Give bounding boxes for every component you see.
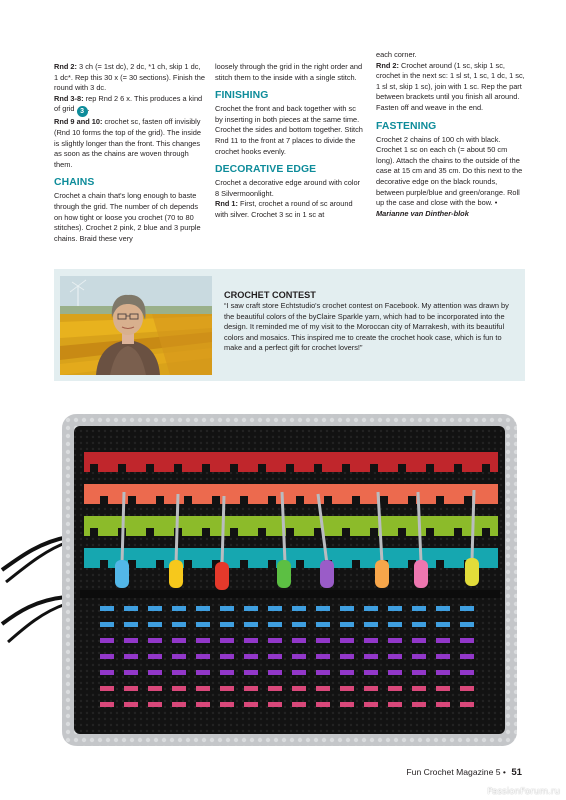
rnd2-paragraph [54, 62, 206, 94]
chains-heading: CHAINS [54, 177, 95, 189]
step-number-badge: 3 [77, 106, 88, 117]
col3-intro-text: each corner. [376, 50, 417, 59]
col2-intro-text: loosely through the grid in the right order and stitch them to the inside with a single stitch. [215, 62, 363, 82]
column-1 [54, 62, 206, 244]
crochet-hook-case-photo [0, 392, 566, 772]
contest-quote: “I saw craft store Echtstudio's crochet contest on Facebook. My attention was drawn by the beautiful colors of the byClaire Sparkle yarn, which had to be incorporated into the design. It reminded me of my visit to the Moroccan city of Marrakesh, with its beautiful colors and mosaics. This inspired me to create the crochet hook case, which is fun to make and a perfect gift for crochet lovers!” [224, 301, 509, 353]
rnd2-label: Rnd 2: [54, 62, 77, 71]
watermark: PassionForum.ru [487, 787, 560, 797]
footer-bullet: • [502, 767, 506, 777]
designer-photo [60, 276, 212, 375]
column-3 [376, 50, 526, 219]
chains-text: Crochet a chain that's long enough to baste through the grid. The number of ch depends on how tight or loose you crochet (70 to 80 stitches). Crochet 2 pink, 2 blue and 3 purple chains. Braid these very [54, 191, 201, 243]
column-2 [215, 62, 365, 221]
author-name: Marianne van Dinther-blok [376, 208, 469, 218]
fastening-heading: FASTENING [376, 120, 437, 132]
rnd38-text: rep Rnd 2 6 x. This produces a kind of grid [54, 93, 203, 114]
finishing-heading: FINISHING [215, 90, 269, 102]
rnd910-paragraph [54, 117, 206, 170]
rnd38-end: . [87, 104, 90, 114]
col3-rnd2-label: Rnd 2: [376, 60, 399, 70]
magazine-name: Fun Crochet Magazine 5 [406, 767, 501, 777]
rnd38-label: Rnd 3-8: [54, 93, 84, 103]
rnd1-text: First, crochet a round of sc around with silver. Crochet 3 sc in 1 sc at [215, 199, 353, 219]
rnd1-label: Rnd 1: [215, 199, 238, 209]
finishing-text: Crochet the front and back together with sc by inserting in both pieces at the same time. Crochet the sides and bottom together. Stitch Rnd 11 to the front at 7 places to divide the crochet hooks evenly. [215, 104, 363, 156]
rnd2-text: 3 ch (= 1st dc), 2 dc, *1 ch, skip 1 dc, 1 dc*. Rep this 30 x (= 30 sections). Finish the round with 3 dc. [54, 62, 205, 93]
col3-rnd2-text: Crochet around (1 sc, skip 1 sc, crochet in the next sc: 1 sl st, 1 sc, 1 dc, 1 sc, 1 sl st, skip 1 sc), join with 1 sc. Rep the part between brackets until you finish all around. Fasten off and weave in the end. [376, 60, 525, 112]
decorative-edge-heading: DECORATIVE EDGE [215, 164, 317, 176]
rnd910-label: Rnd 9 and 10: [54, 117, 103, 127]
page-footer [406, 767, 522, 778]
fastening-text: Crochet 2 chains of 100 ch with black. Crochet 1 sc on each ch (= about 50 cm long). Attach the chains to the outside of the case at 15 cm and 35 cm. Do this next to the decorative edge on the black rounds, between purple/blue and green/orange. Roll up the case and close with the bow. • [376, 134, 523, 208]
decorative-edge-text: Crochet a decorative edge around with color 8 Silvermoonlight. [215, 178, 361, 198]
col3-rnd2-paragraph [376, 61, 526, 114]
contest-title: CROCHET CONTEST [224, 290, 316, 300]
page-number: 51 [511, 767, 522, 778]
crochet-contest-box [54, 269, 525, 381]
rnd38-paragraph [54, 94, 206, 118]
rnd1-paragraph [215, 199, 365, 220]
rnd910-text: crochet sc, fasten off invisibly (Rnd 10 forms the top of the grid). The inside is slightly longer than the front. This changes as soon as the chains are woven through them. [54, 117, 201, 169]
